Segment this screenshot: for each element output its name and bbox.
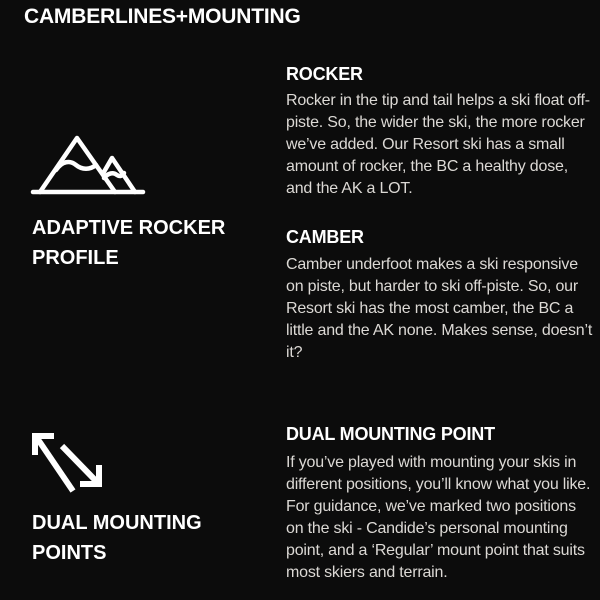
dual-mounting-points-label: DUAL MOUNTING POINTS: [32, 512, 202, 564]
camber-body-text: Camber underfoot makes a ski responsive on piste, but harder to ski off-piste. So, our Resort ski has the most camber, the BC a little and the AK none. Makes sense, doesn’t it?: [286, 256, 593, 361]
dual-mounting-point-heading: DUAL MOUNTING POINT: [286, 424, 495, 444]
adaptive-rocker-profile-label: ADAPTIVE ROCKER PROFILE: [32, 217, 226, 269]
mountains-icon: [30, 132, 146, 198]
diagonal-double-arrow-icon: [29, 430, 109, 506]
dual-mounting-point-body-text: If you’ve played with mounting your skis in different positions, you’ll know what you like. For guidance, we’ve marked two positions on the ski - Candide’s personal mounting point, and a ‘Regular’ mount point that suits most skiers and terrain.: [286, 454, 591, 581]
rocker-heading: ROCKER: [286, 64, 363, 84]
rocker-body-text: Rocker in the tip and tail helps a ski float off-piste. So, the wider the ski, the more rocker we’ve added. Our Resort ski has a small amount of rocker, the BC a healthy dose, and the AK a LOT.: [286, 92, 590, 197]
camber-heading: CAMBER: [286, 227, 364, 247]
page-title: CAMBERLINES+MOUNTING: [24, 5, 301, 28]
